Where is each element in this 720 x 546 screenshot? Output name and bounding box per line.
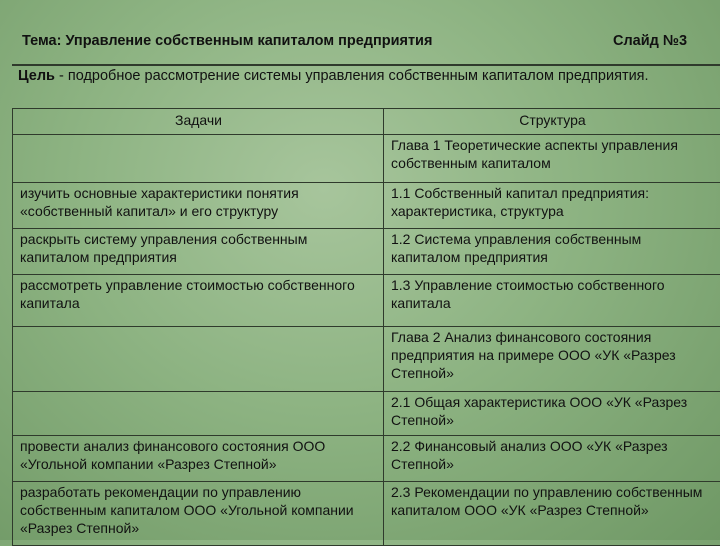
table-row: [13, 135, 720, 183]
structure-cell: Глава 2 Анализ финансового состояния предприятия на примере ООО «УК «Разрез Степной»: [384, 327, 720, 392]
task-cell: изучить основные характеристики понятия «собственный капитал» и его структуру: [13, 183, 384, 229]
task-cell: раскрыть систему управления собственным капиталом предприятия: [13, 229, 384, 275]
table-row: [13, 183, 720, 229]
structure-cell: 1.1 Собственный капитал предприятия: характеристика, структура: [384, 183, 720, 229]
slide-topic: Тема: Управление собственным капиталом предприятия: [22, 33, 432, 49]
table-row: [13, 275, 720, 327]
header-tasks: Задачи: [13, 109, 384, 135]
slide-number: Слайд №3: [613, 33, 687, 49]
header-divider: [12, 64, 720, 66]
table-row: [13, 229, 720, 275]
structure-cell: Глава 1 Теоретические аспекты управления собственным капиталом: [384, 135, 720, 183]
table-row: [13, 482, 720, 546]
table-row: [13, 327, 720, 392]
structure-cell: 2.1 Общая характеристика ООО «УК «Разрез Степной»: [384, 392, 720, 436]
slide-header: [0, 0, 720, 66]
structure-cell: 1.2 Система управления собственным капиталом предприятия: [384, 229, 720, 275]
task-cell: [13, 135, 384, 183]
tasks-structure-table: [12, 108, 720, 546]
task-cell: рассмотреть управление стоимостью собственного капитала: [13, 275, 384, 327]
table-row: [13, 436, 720, 482]
structure-cell: 2.2 Финансовый анализ ООО «УК «Разрез Степной»: [384, 436, 720, 482]
table-row: [13, 392, 720, 436]
table-header-row: [13, 109, 720, 135]
structure-cell: 2.3 Рекомендации по управлению собственным капиталом ООО «УК «Разрез Степной»: [384, 482, 720, 546]
goal-label: Цель: [18, 68, 55, 84]
task-cell: [13, 392, 384, 436]
task-cell: разработать рекомендации по управлению собственным капиталом ООО «Угольной компании «Разрез Степной»: [13, 482, 384, 546]
goal-description: - подробное рассмотрение системы управления собственным капиталом предприятия.: [55, 68, 649, 84]
structure-cell: 1.3 Управление стоимостью собственного капитала: [384, 275, 720, 327]
task-cell: [13, 327, 384, 392]
goal-text: [18, 67, 698, 85]
header-structure: Структура: [384, 109, 720, 135]
task-cell: провести анализ финансового состояния ООО «Угольной компании «Разрез Степной»: [13, 436, 384, 482]
